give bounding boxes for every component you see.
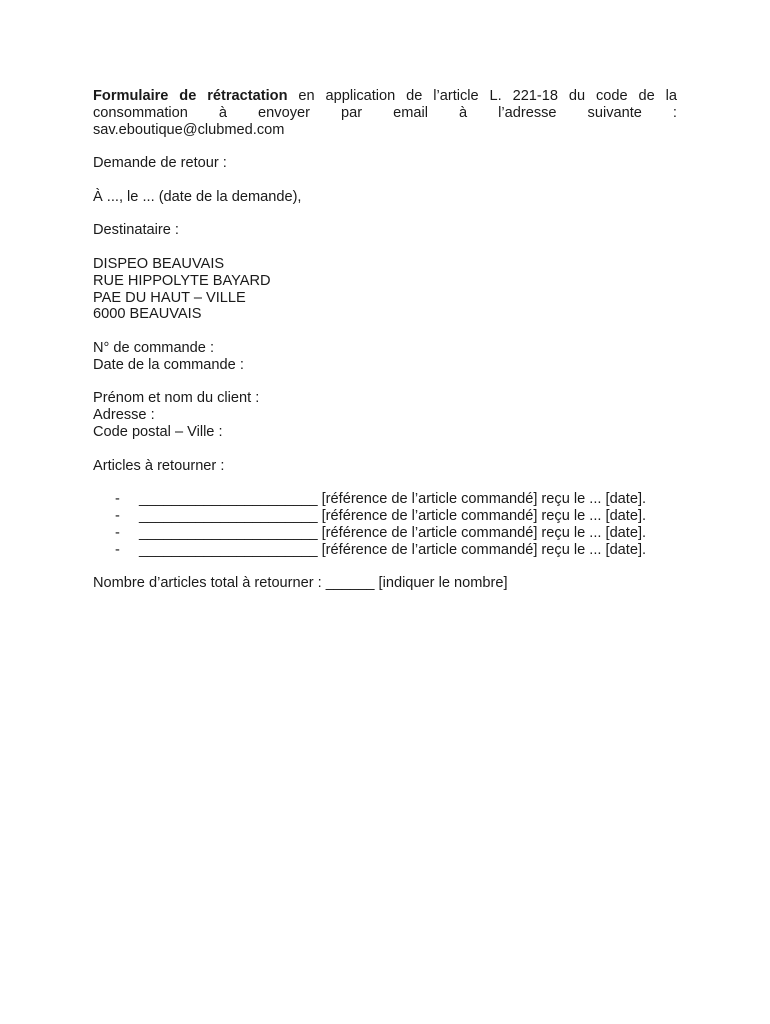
list-item — [93, 525, 677, 542]
client-name-label: Prénom et nom du client : — [93, 390, 260, 407]
total-articles-line: Nombre d’articles total à retourner : ______ [indiquer le nombre] — [93, 575, 508, 592]
intro-paragraph — [93, 88, 677, 138]
client-postal-city-label: Code postal – Ville : — [93, 423, 223, 440]
intro-text-1: en application de l’article L. 221-18 du code de la — [287, 88, 677, 104]
list-dash: - — [115, 507, 120, 524]
form-title: Formulaire de rétractation — [93, 88, 288, 104]
order-info — [93, 323, 677, 373]
demande-label: Demande de retour : — [93, 155, 227, 172]
articles-list — [93, 474, 677, 558]
recipient-address — [93, 239, 677, 323]
email-address: sav.eboutique@clubmed.com — [93, 121, 285, 138]
address-line: RUE HIPPOLYTE BAYARD — [93, 272, 271, 289]
document-page — [93, 88, 677, 592]
article-reference-text: [référence de l’article commandé] reçu le ... [date]. — [317, 524, 647, 541]
address-line: 6000 BEAUVAIS — [93, 306, 202, 323]
lieu-date-line: À ..., le ... (date de la demande), — [93, 188, 302, 205]
list-item — [93, 542, 677, 559]
list-item — [93, 491, 677, 508]
list-item — [93, 508, 677, 525]
destinataire-label: Destinataire : — [93, 222, 179, 239]
order-date-label: Date de la commande : — [93, 356, 244, 373]
address-line: PAE DU HAUT – VILLE — [93, 289, 246, 306]
article-blank: ______________________ — [139, 541, 318, 558]
article-blank: ______________________ — [139, 491, 318, 508]
article-reference-text: [référence de l’article commandé] reçu le ... [date]. — [317, 491, 647, 508]
intro-line-2: consommation à envoyer par email à l’adresse suivante : — [93, 104, 677, 121]
article-reference-text: [référence de l’article commandé] reçu le ... [date]. — [317, 541, 647, 558]
article-blank: ______________________ — [139, 524, 318, 541]
address-line: DISPEO BEAUVAIS — [93, 255, 225, 272]
intro-line-1 — [93, 88, 677, 105]
order-number-label: N° de commande : — [93, 339, 215, 356]
client-info — [93, 374, 677, 441]
articles-label: Articles à retourner : — [93, 457, 225, 474]
client-address-label: Adresse : — [93, 407, 155, 424]
list-dash: - — [115, 541, 120, 558]
article-reference-text: [référence de l’article commandé] reçu le ... [date]. — [317, 507, 647, 524]
article-blank: ______________________ — [139, 507, 318, 524]
list-dash: - — [115, 524, 120, 541]
list-dash: - — [115, 491, 120, 508]
